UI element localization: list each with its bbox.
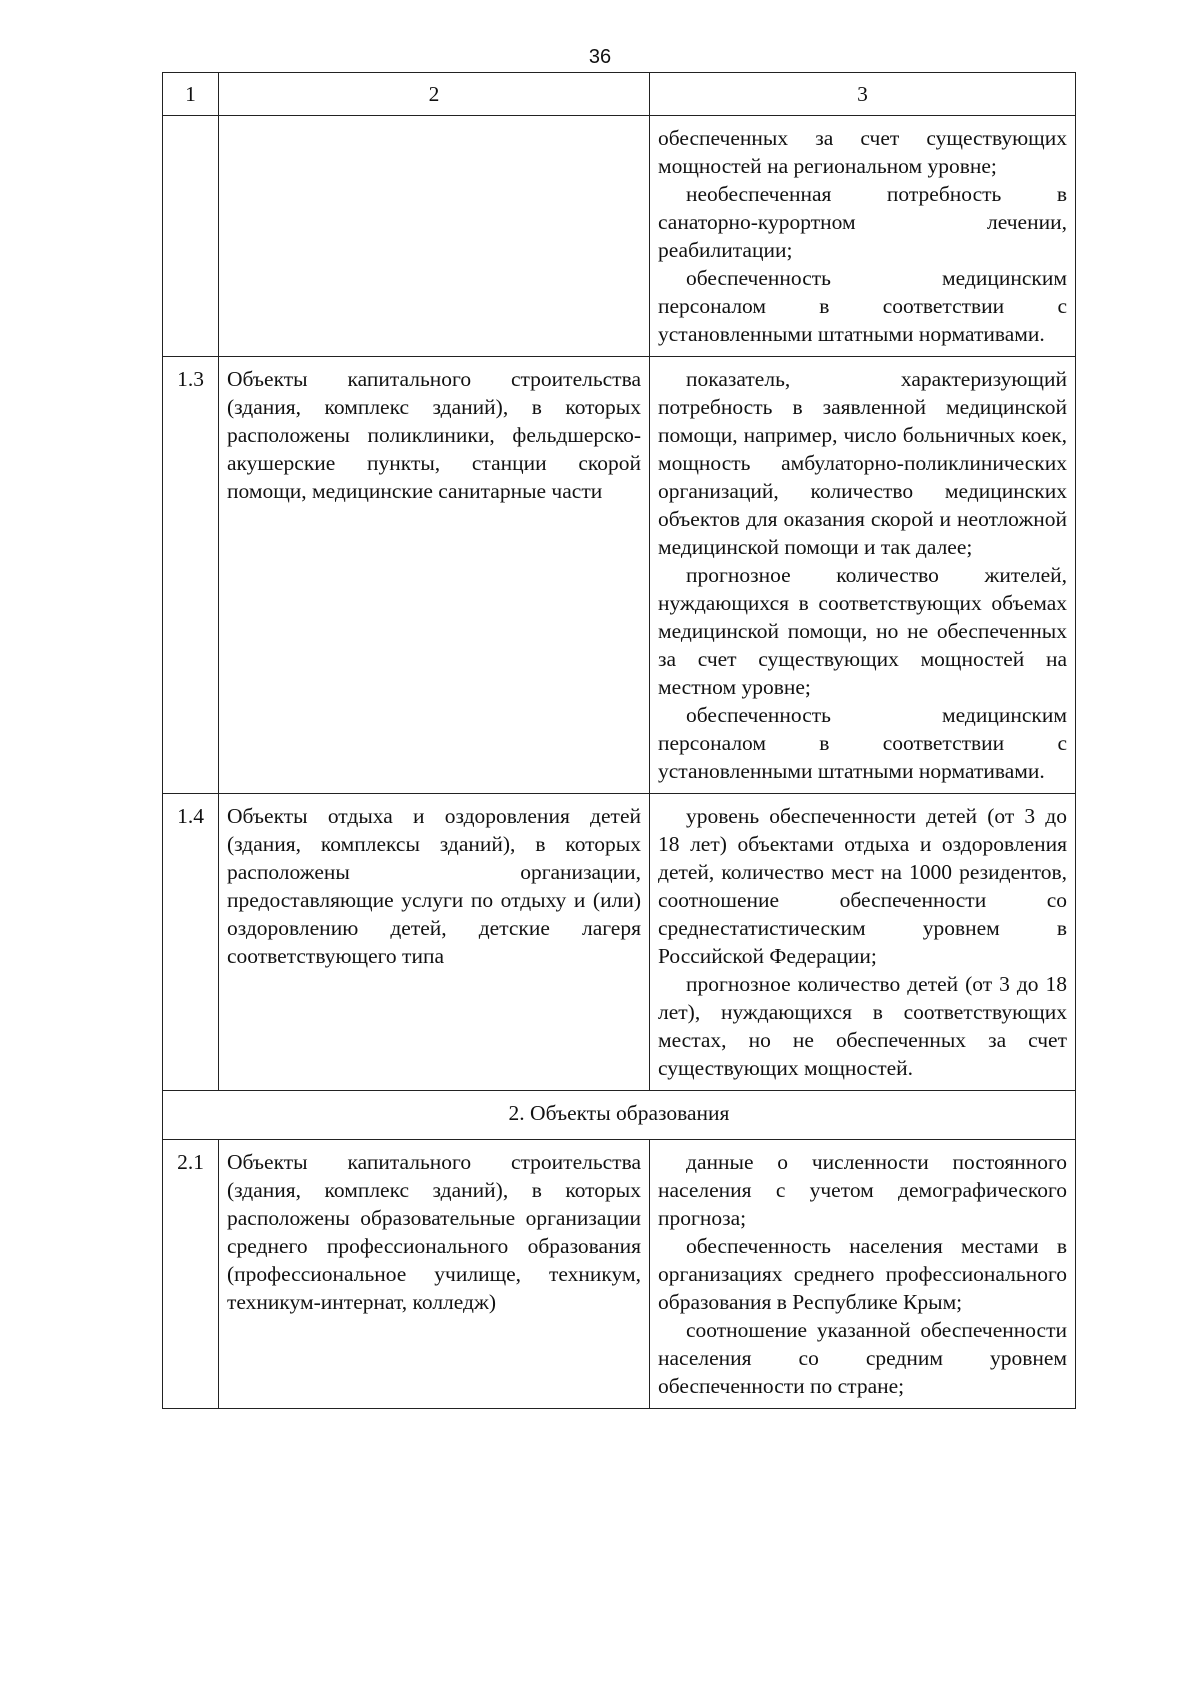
row-number (163, 116, 219, 357)
table-row (163, 1140, 1076, 1409)
indicators-cell (650, 794, 1076, 1091)
indicator-text: обеспеченных за счет существующих мощностей на региональном уровне; (658, 126, 1067, 178)
indicator-text: прогнозное количество жителей, нуждающихся в соответствующих объемах медицинской помощи, но не обеспеченных за счет существующих мощностей на местном уровне; (658, 563, 1067, 699)
object-cell (219, 116, 650, 357)
header-col-2: 2 (219, 73, 650, 116)
indicators-cell (650, 357, 1076, 794)
row-number: 1.3 (163, 357, 219, 794)
object-cell (219, 1140, 650, 1409)
indicator-text: прогнозное количество детей (от 3 до 18 лет), нуждающихся в соответствующих местах, но не обеспеченных за счет существующих мощностей. (658, 972, 1067, 1080)
row-number: 1.4 (163, 794, 219, 1091)
page-number: 36 (588, 46, 612, 68)
section-heading: 2. Объекты образования (163, 1091, 1076, 1140)
header-col-3: 3 (650, 73, 1076, 116)
indicators-cell (650, 116, 1076, 357)
section-row (163, 1091, 1076, 1140)
indicators-cell (650, 1140, 1076, 1409)
indicator-text: обеспеченность медицинским персоналом в соответствии с установленными штатными нормативами. (658, 266, 1067, 346)
indicator-text: данные о численности постоянного населения с учетом демографического прогноза; (658, 1150, 1067, 1230)
object-cell (219, 794, 650, 1091)
table-row (163, 116, 1076, 357)
table-row (163, 794, 1076, 1091)
row-number: 2.1 (163, 1140, 219, 1409)
table-header-row (163, 73, 1076, 116)
indicator-text: обеспеченность населения местами в организациях среднего профессионального образования в Республике Крым; (658, 1234, 1067, 1314)
requirements-table (162, 72, 1076, 1409)
object-cell (219, 357, 650, 794)
object-text: Объекты отдыха и оздоровления детей (здания, комплексы зданий), в которых расположены организации, предоставляющие услуги по отдыху и (или) оздоровлению детей, детские лагеря соответствующего типа (227, 804, 641, 968)
table-row (163, 357, 1076, 794)
indicator-text: соотношение указанной обеспеченности населения со средним уровнем обеспеченности по стране; (658, 1318, 1067, 1398)
indicator-text: уровень обеспеченности детей (от 3 до 18 лет) объектами отдыха и оздоровления детей, количество мест на 1000 резидентов, соотношение обеспеченности со среднестатистическим уровнем в Российской Федерации; (658, 804, 1067, 968)
object-text: Объекты капитального строительства (здания, комплекс зданий), в которых расположены поликлиники, фельдшерско-акушерские пункты, станции скорой помощи, медицинские санитарные части (227, 367, 641, 503)
header-col-1: 1 (163, 73, 219, 116)
indicator-text: обеспеченность медицинским персоналом в соответствии с установленными штатными нормативами. (658, 703, 1067, 783)
object-text: Объекты капитального строительства (здания, комплекс зданий), в которых расположены образовательные организации среднего профессионального образования (профессиональное училище, техникум, техникум-интернат, колледж) (227, 1150, 641, 1314)
indicator-text: показатель, характеризующий потребность в заявленной медицинской помощи, например, число больничных коек, мощность амбулаторно-поликлинических организаций, количество медицинских объектов для оказания скорой и неотложной медицинской помощи и так далее; (658, 367, 1067, 559)
indicator-text: необеспеченная потребность в санаторно-курортном лечении, реабилитации; (658, 182, 1067, 262)
